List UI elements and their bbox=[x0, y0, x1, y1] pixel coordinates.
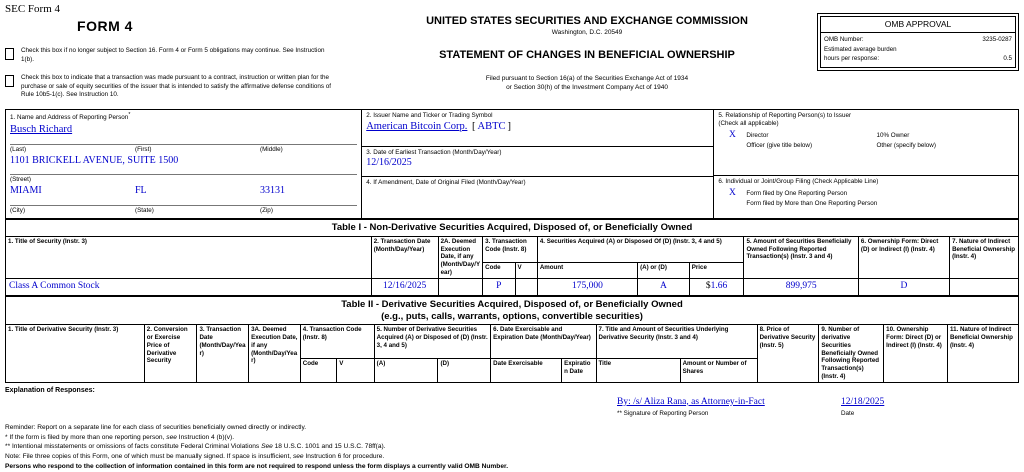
rule10b5-checkbox[interactable] bbox=[5, 75, 14, 87]
omb-burden-value: 0.5 bbox=[1003, 55, 1012, 63]
street-value: 1101 BRICKELL AVENUE, SUITE 1500 bbox=[10, 154, 179, 166]
table2-title bbox=[6, 296, 1019, 325]
table1-subheader-a-or-d: (A) or (D) bbox=[638, 263, 690, 278]
city-label: (City) bbox=[10, 207, 26, 215]
section-6-filing-type bbox=[714, 176, 1018, 218]
sec-form-label: SEC Form 4 bbox=[5, 3, 61, 15]
table1-header-title-of-security: 1. Title of Security (Instr. 3) bbox=[6, 236, 372, 278]
section-5-sublabel: (Check all applicable) bbox=[718, 119, 779, 127]
security-title-cell: Class A Common Stock bbox=[6, 278, 372, 295]
footer-notes bbox=[5, 423, 1019, 472]
signature-value: By: /s/ Aliza Rana, as Attorney-in-Fact bbox=[617, 396, 765, 407]
table2-header-number-derivative: 5. Number of Derivative Securities Acquired (A) or Disposed of (D) (Instr. 3, 4 and 5) bbox=[374, 325, 490, 359]
header-checkboxes bbox=[5, 47, 357, 100]
top-header bbox=[5, 3, 1019, 107]
table2-header-transaction-code: 4. Transaction Code (Instr. 8) bbox=[300, 325, 374, 359]
reporting-person-name-link[interactable]: Busch Richard bbox=[10, 123, 73, 135]
section-2-label: 2. Issuer Name and Ticker or Trading Symbol bbox=[366, 112, 493, 119]
checkbox-row-section16 bbox=[5, 47, 357, 64]
section-4-amendment bbox=[362, 177, 713, 218]
table2-title-line1: Table II - Derivative Securities Acquired, Disposed of, or Beneficially Owned bbox=[341, 298, 683, 310]
section-2-issuer bbox=[362, 110, 713, 147]
table2-title-line2: (e.g., puts, calls, warrants, options, convertible securities) bbox=[381, 310, 643, 322]
signature-block bbox=[617, 397, 1019, 417]
section-5-relationship bbox=[714, 110, 1018, 176]
signature-label: ** Signature of Reporting Person bbox=[617, 409, 709, 417]
price-value: 1.66 bbox=[710, 280, 728, 291]
state-value: FL bbox=[134, 185, 147, 197]
note-single-asterisk: * If the form is filed by more than one reporting person, see Instruction 4 (b)(v). bbox=[5, 433, 235, 441]
table2-header-nature-indirect: 11. Nature of Indirect Beneficial Ownership (Instr. 4) bbox=[947, 325, 1018, 382]
middle-label: (Middle) bbox=[259, 145, 283, 153]
section16-checkbox[interactable] bbox=[5, 48, 14, 60]
table1-subheader-v: V bbox=[515, 263, 537, 278]
table2-header-title-derivative: 1. Title of Derivative Security (Instr. 3) bbox=[6, 325, 145, 382]
deemed-execution-cell bbox=[438, 278, 483, 295]
table1-header-transaction-code: 3. Transaction Code (Instr. 8) bbox=[483, 236, 538, 262]
commission-title: UNITED STATES SECURITIES AND EXCHANGE COMMISSION bbox=[426, 15, 748, 27]
section-5-label: 5. Relationship of Reporting Person(s) to Issuer bbox=[718, 112, 852, 119]
table2-subheader-a: (A) bbox=[374, 358, 438, 382]
issuer-ticker: ABTC bbox=[477, 120, 506, 132]
reminder-line: Reminder: Report on a separate line for each class of securities beneficially owned directly or indirectly. bbox=[5, 423, 307, 431]
section-3-label: 3. Date of Earliest Transaction (Month/Day/Year) bbox=[366, 149, 502, 156]
ownership-form-cell: D bbox=[858, 278, 949, 295]
amount-cell: 175,000 bbox=[537, 278, 637, 295]
table1-row bbox=[6, 278, 1019, 295]
commission-header bbox=[357, 3, 817, 107]
note-file-copies: Note: File three copies of this Form, one of which must be manually signed. If space is insufficient, see Instruction 6 for procedure. bbox=[5, 453, 385, 461]
last-label: (Last) bbox=[10, 145, 27, 153]
table2-subheader-code: Code bbox=[300, 358, 336, 382]
omb-approval-block bbox=[817, 3, 1019, 107]
explanation-of-responses-label: Explanation of Responses: bbox=[5, 386, 95, 394]
table2-header-underlying-securities: 7. Title and Amount of Securities Underlying Derivative Security (Instr. 3 and 4) bbox=[596, 325, 757, 359]
note-double-asterisk: ** Intentional misstatements or omissions of facts constitute Federal Criminal Violations See 18 U.S.C. 1001 and 15 U.S.C. 78ff(a). bbox=[5, 443, 386, 451]
rule10b5-checkbox-label: Check this box to indicate that a transaction was made pursuant to a contract, instruction or written plan for the purchase or sale of equity securities of the issuer that is intended to satisfy the affirmative defense conditions of Rule 10b5-1(c). See Instruction 10. bbox=[21, 74, 332, 98]
table2-subheader-v: V bbox=[337, 358, 374, 382]
ticker-open-bracket: [ bbox=[472, 120, 476, 132]
earliest-transaction-date: 12/16/2025 bbox=[366, 156, 412, 168]
table2-header-ownership-form: 10. Ownership Form: Direct (D) or Indirect (I) (Instr. 4) bbox=[884, 325, 948, 382]
other-label: Other (specify below) bbox=[876, 142, 936, 150]
omb-number-value: 3235-0287 bbox=[982, 36, 1012, 43]
table1-non-derivative bbox=[5, 219, 1019, 296]
table2-header-price-derivative: 8. Price of Derivative Security (Instr. 5) bbox=[757, 325, 819, 382]
section-3-earliest-transaction bbox=[362, 147, 713, 177]
zip-label: (Zip) bbox=[259, 207, 273, 215]
statement-title: STATEMENT OF CHANGES IN BENEFICIAL OWNERSHIP bbox=[439, 49, 735, 61]
section-4-label: 4. If Amendment, Date of Original Filed (Month/Day/Year) bbox=[366, 179, 526, 186]
table2-subheader-title: Title bbox=[596, 358, 680, 382]
pursuant-line-1: Filed pursuant to Section 16(a) of the Securities Exchange Act of 1934 bbox=[485, 75, 689, 82]
section-1-reporting-person bbox=[6, 110, 362, 218]
table1-header-nature-indirect: 7. Nature of Indirect Beneficial Ownership (Instr. 4) bbox=[950, 236, 1019, 278]
omb-burden-line2: hours per response: bbox=[824, 55, 880, 63]
v-cell bbox=[515, 278, 537, 295]
signature-date-label: Date bbox=[841, 409, 855, 417]
section16-checkbox-label: Check this box if no longer subject to Section 16. Form 4 or Form 5 obligations may continue. See Instruction 1(b). bbox=[21, 47, 325, 63]
officer-label: Officer (give title below) bbox=[746, 142, 813, 150]
table1-subheader-amount: Amount bbox=[537, 263, 637, 278]
first-label: (First) bbox=[134, 145, 152, 153]
omb-burden-line1: Estimated average burden bbox=[824, 45, 897, 53]
table2-derivative bbox=[5, 296, 1019, 383]
sections-5-6 bbox=[714, 110, 1018, 218]
issuer-name-link[interactable]: American Bitcoin Corp. bbox=[366, 120, 468, 132]
director-check-mark: X bbox=[728, 129, 736, 140]
commission-location: Washington, D.C. 20549 bbox=[551, 29, 623, 36]
one-person-label: Form filed by One Reporting Person bbox=[746, 189, 848, 197]
persons-respond-line: Persons who respond to the collection of information contained in this form are not required to respond unless the form displays a currently valid OMB Number. bbox=[5, 463, 509, 471]
owned-following-cell: 899,975 bbox=[744, 278, 858, 295]
omb-number-label: OMB Number: bbox=[824, 36, 864, 43]
more-person-label: Form filed by More than One Reporting Person bbox=[746, 200, 878, 208]
pursuant-text bbox=[357, 74, 817, 93]
table2-subheader-date-exercisable: Date Exercisable bbox=[491, 358, 562, 382]
form-title: FORM 4 bbox=[77, 18, 133, 34]
nature-indirect-cell bbox=[950, 278, 1019, 295]
table2-subheader-d: (D) bbox=[438, 358, 491, 382]
filer-info-sections bbox=[5, 109, 1019, 219]
transaction-code-cell: P bbox=[483, 278, 515, 295]
table2-header-number-owned: 9. Number of derivative Securities Beneficially Owned Following Reported Transaction(s) (Instr. 4) bbox=[819, 325, 884, 382]
one-person-check-mark: X bbox=[728, 187, 736, 198]
pursuant-line-2: or Section 30(h) of the Investment Company Act of 1940 bbox=[506, 84, 668, 92]
checkbox-row-rule10b5 bbox=[5, 74, 357, 100]
section-6-label: 6. Individual or Joint/Group Filing (Check Applicable Line) bbox=[718, 178, 879, 185]
table2-header-deemed-execution: 3A. Deemed Execution Date, if any (Month/Day/Year) bbox=[249, 325, 301, 382]
sections-2-3-4 bbox=[362, 110, 714, 218]
state-label: (State) bbox=[134, 207, 154, 215]
section-1-label: 1. Name and Address of Reporting Person* bbox=[10, 112, 131, 122]
signature-date-value: 12/18/2025 bbox=[841, 396, 885, 407]
table1-header-amount-owned: 5. Amount of Securities Beneficially Owned Following Reported Transaction(s) (Instr. 3 and 4) bbox=[744, 236, 858, 278]
ticker-close-bracket: ] bbox=[507, 120, 512, 132]
director-label: Director bbox=[746, 131, 769, 139]
table2-subheader-amount-shares: Amount or Number of Shares bbox=[680, 358, 757, 382]
table1-subheader-code: Code bbox=[483, 263, 515, 278]
table1-header-transaction-date: 2. Transaction Date (Month/Day/Year) bbox=[371, 236, 438, 278]
top-left-block bbox=[5, 3, 357, 107]
ten-percent-owner-label: 10% Owner bbox=[876, 131, 910, 139]
table2-header-date-exercisable-expiration: 6. Date Exercisable and Expiration Date (Month/Day/Year) bbox=[491, 325, 596, 359]
table2-header-transaction-date: 3. Transaction Date (Month/Day/Year) bbox=[197, 325, 249, 382]
price-currency: $ bbox=[705, 280, 711, 291]
table2-header-conversion-price: 2. Conversion or Exercise Price of Derivative Security bbox=[144, 325, 197, 382]
table2-subheader-expiration-date: Expiration Date bbox=[562, 358, 596, 382]
a-or-d-cell: A bbox=[638, 278, 690, 295]
city-value: MIAMI bbox=[10, 185, 42, 197]
omb-title: OMB APPROVAL bbox=[821, 17, 1015, 33]
table1-header-ownership-form: 6. Ownership Form: Direct (D) or Indirect (I) (Instr. 4) bbox=[858, 236, 949, 278]
table1-header-securities-acquired: 4. Securities Acquired (A) or Disposed Of (D) (Instr. 3, 4 and 5) bbox=[537, 236, 744, 262]
table1-subheader-price: Price bbox=[689, 263, 744, 278]
price-cell bbox=[689, 278, 744, 295]
zip-value: 33131 bbox=[259, 185, 285, 197]
street-label: (Street) bbox=[10, 176, 31, 184]
table1-header-deemed-execution-date: 2A. Deemed Execution Date, if any (Month/Day/Year) bbox=[438, 236, 483, 278]
table1-title: Table I - Non-Derivative Securities Acquired, Disposed of, or Beneficially Owned bbox=[6, 220, 1019, 237]
transaction-date-cell: 12/16/2025 bbox=[371, 278, 438, 295]
